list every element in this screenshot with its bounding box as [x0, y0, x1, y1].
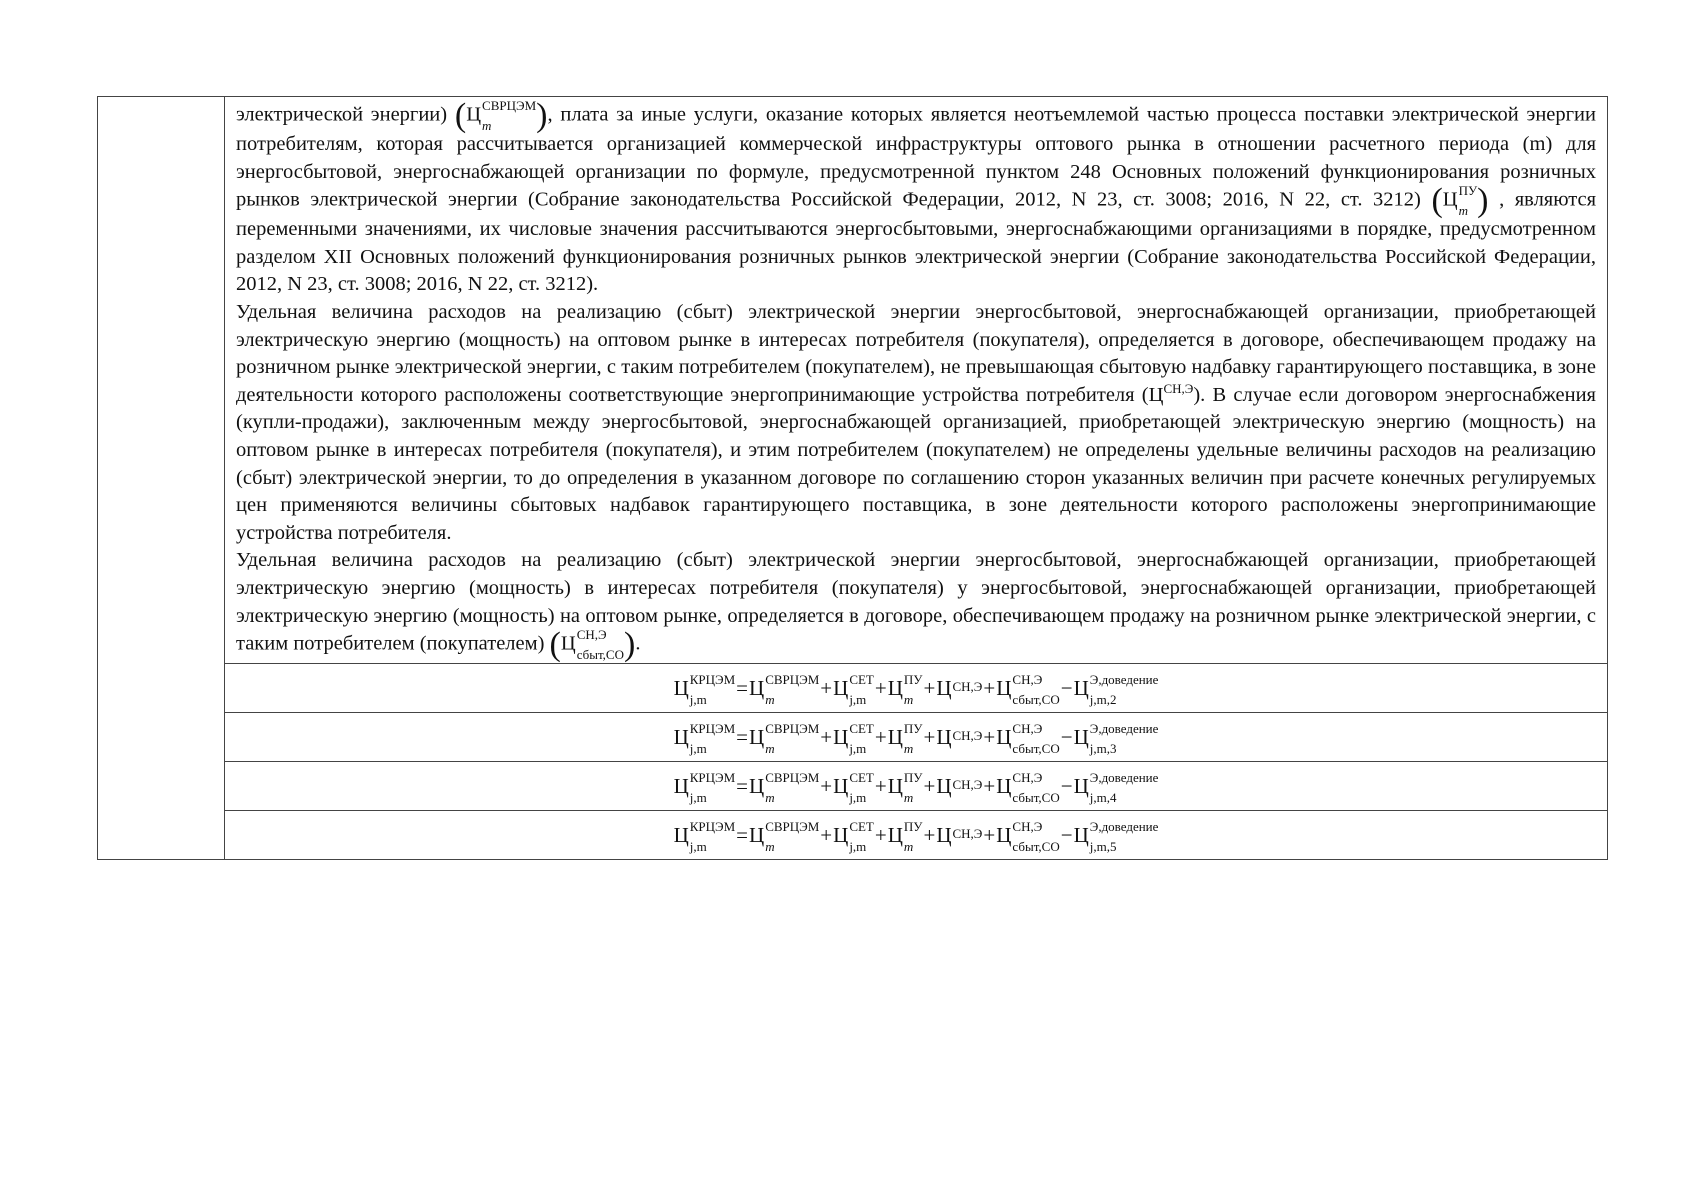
symbol-pu: (Ц ПУ m ): [1431, 182, 1489, 220]
symbol-sn-e-sbyt-co: (Ц СН,Э сбыт,СО ): [549, 626, 636, 664]
formula-row-1: [98, 664, 1608, 713]
formula-cell-2: [225, 713, 1608, 762]
empty-left-cell: [98, 97, 225, 860]
paragraph-1-part-2: , плата за иные услуги, оказание которых является неотъемлемой частью процесса поставки электрической энергии потребителям, которая рассчитывается организацией коммерческой инфраструктуры оптового рынка в отношении расчетного периода (m) для энергосбытовой, энергоснабжающей организации по формуле, предусмотренной пунктом 248 Основных положений функционирования розничных рынков электрической энергии (Собрание законодательства Российской Федерации, 2012, N 23, ст. 3008; 2016, N 22, ст. 3212): [236, 103, 1596, 211]
formula-1: Ц КРЦЭМ j,m =Ц СВРЦЭМ m +Ц СЕТ j,m +Ц ПУ m +Ц СН,Э +Ц СН,Э сбыт,СО −Ц Э,доведение j,m,2: [673, 672, 1159, 708]
paragraph-3-part-2: .: [635, 632, 641, 655]
formula-row-2: [98, 713, 1608, 762]
formula-4: Ц КРЦЭМ j,m =Ц СВРЦЭМ m +Ц СЕТ j,m +Ц ПУ m +Ц СН,Э +Ц СН,Э сбыт,СО −Ц Э,доведение j,m,5: [673, 819, 1159, 855]
formula-cell-3: [225, 762, 1608, 811]
text-cell: [225, 97, 1608, 664]
document-table: [97, 96, 1608, 860]
formula-cell-4: [225, 811, 1608, 860]
paragraph-2-part-2: ). В случае если договором энергоснабжения (купли-продажи), заключенным между энергосбытовой, энергоснабжающей организацией, приобретающей электрическую энергию (мощность) на оптовом рынке в интересах потребителя (покупателя), и этим потребителем (покупателем) не определены удельные величины расходов на реализацию (сбыт) электрической энергии, то до определения в указанном договоре по соглашению сторон указанных величин при расчете конечных регулируемых цен применяются величины сбытовых надбавок гарантирующего поставщика, в зоне деятельности которого расположены энергопринимающие устройства потребителя.: [236, 383, 1596, 544]
symbol-sn-e: $Ц^{СН,Э}$: [1148, 380, 1194, 406]
formula-cell-1: [225, 664, 1608, 713]
paragraph-1-part-1: электрической энергии): [236, 103, 448, 126]
paragraph-2-part-1: Удельная величина расходов на реализацию (сбыт) электрической энергии энергосбытовой, энергоснабжающей организации, приобретающей электрическую энергию (мощность) на оптовом рынке в интересах потребителя (покупателя), определяется в договоре, обеспечивающем продажу на розничном рынке электрической энергии, с таким потребителем (покупателем), не превышающая сбытовую надбавку гарантирующего поставщика, в зоне деятельности которого расположены соответствующие энергопринимающие устройства потребителя (: [236, 300, 1596, 406]
paragraph-3-part-1: Удельная величина расходов на реализацию (сбыт) электрической энергии энергосбытовой, энергоснабжающей организации, приобретающей электрическую энергию (мощность) в интересах потребителя (покупателя) у энергосбытовой, энергоснабжающей организации, приобретающей электрическую энергию (мощность) на оптовом рынке, определяется в договоре, обеспечивающем продажу на розничном рынке электрической энергии, с таким потребителем (покупателем): [236, 549, 1596, 655]
symbol-svrcem: (Ц СВРЦЭМ m ): [454, 97, 548, 134]
text-row: [98, 97, 1608, 664]
formula-row-4: [98, 811, 1608, 860]
paragraph-1-part-3: , являются переменными значениями, их числовые значения рассчитываются энергосбытовыми, энергоснабжающими организациями в порядке, предусмотренном разделом XII Основных положений функционирования розничных рынков электрической энергии (Собрание законодательства Российской Федерации, 2012, N 23, ст. 3008; 2016, N 22, ст. 3212).: [236, 188, 1597, 296]
paragraph-2: [236, 299, 1596, 547]
formula-3: Ц КРЦЭМ j,m =Ц СВРЦЭМ m +Ц СЕТ j,m +Ц ПУ m +Ц СН,Э +Ц СН,Э сбыт,СО −Ц Э,доведение j,m,4: [673, 770, 1159, 806]
paragraph-3: [236, 547, 1596, 664]
formula-2: Ц КРЦЭМ j,m =Ц СВРЦЭМ m +Ц СЕТ j,m +Ц ПУ m +Ц СН,Э +Ц СН,Э сбыт,СО −Ц Э,доведение j,m,3: [673, 721, 1159, 757]
paragraph-1: [236, 97, 1597, 299]
formula-row-3: [98, 762, 1608, 811]
